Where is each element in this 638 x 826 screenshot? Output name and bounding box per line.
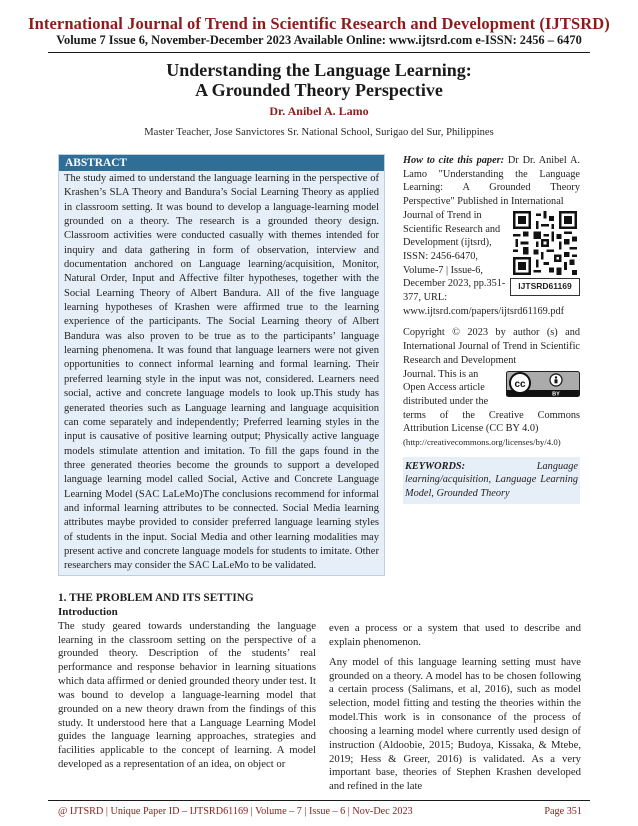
- body-paragraph: The study geared towards understanding the language learning in the classroom setting on the perspective of a grounded theory. Description of the students’ real performance and response behavior in learning situations which data affirmed or denied grounded theory under test. It was bound to develop a language-learning model that grounded on a new theory drawn from the findings of this study. It understood here that a Language Learning Model guides the language learning approaches, strategies and facilities applicable to the concept of learning. A model developed as a representation of an idea, on object or: [58, 619, 316, 771]
- section-heading: 1. THE PROBLEM AND ITS SETTING: [58, 592, 254, 604]
- page-footer: [58, 806, 582, 817]
- journal-volume-line: Volume 7 Issue 6, November-December 2023 Available Online: www.ijtsrd.com e-ISSN: 2456 – 6470: [56, 33, 582, 47]
- body-left-column: [58, 592, 316, 772]
- qr-container: [510, 209, 580, 305]
- copyright-terms: terms of the Creative Commons Attribution License (CC BY 4.0): [403, 409, 580, 435]
- paper-title: [0, 60, 638, 100]
- citation-lead-text: Dr Dr. Anibel A. Lamo "Understanding the Language Learning: A Grounded Theory Perspective" Published in International: [403, 155, 580, 208]
- keywords-box: [403, 457, 580, 504]
- abstract-text: The study aimed to understand the language learning in the perspective of Krashen’s SLA Theory and Bandura’s Social Learning Theory as applied in classroom setting. It was bound to develop a language-learning model grounded on a theory. The research is a grounded theory design. Classroom activities were conducted casually with themes intended for inquiry and data gathering in form of observation, interview and documentation anchored on Language learning/acquisition, Monitor, Natural Order, Input and Affective filter hypotheses, together with the Social Learning Theory of Albert Bandura. All of the five language learning hypotheses of Krashen were affirmed true to the learning experience of the participants. The Social Learning theory of Albert Bandura was also proven to be true as to the participants’ language learning phenomena. It was found that language learners were not given opportunities to connect informal learning and formal learning. Their preferred learning style in the input was not, considered. Learners need social, active and concrete language models to look up.This study has generated theories such as Language learning and language acquisition can come separately and independently; Preferred learning styles in the input is causative of positive learning output; Physically active language models stimulate attention and imitation. To fill the gaps found in the three generated theories become the grounds to support a developed language learning model called Social, Active and Concrete Language Learning Model (SAC LaLeMo)The conclusions recommend for informal and informal learning attributes to be connected. Social Media learning attributes maybe provided to consider preferred language learning styles of students in the input. Social Media and other learning modalities may present active and concrete language models for students to imitate. Other researchers may consider the SAC LaLeMo to be validated.: [64, 173, 379, 572]
- author-name: Dr. Anibel A. Lamo: [269, 104, 369, 118]
- license-url[interactable]: (http://creativecommons.org/licenses/by/4.0): [403, 437, 561, 448]
- body-paragraph: Any model of this language learning setting must have grounded on a theory. A model has to be chosen following a certain process (Salimans, et al, 2016), such as model selection, model fitting and testing the theories within the model.This work is in consonance of the process of choosing a learning model where currently used design of instruction (Aldoobie, 2015; Budoya, Kissaka, & Mtebe, 2019; Hess & Greer, 2016) is validated. As a very important base, theories of Stephen Krashen developed and refined in the late: [329, 655, 581, 793]
- qr-code-icon: [513, 211, 577, 275]
- citation-url[interactable]: www.ijtsrd.com/papers/ijtsrd61169.pdf: [403, 305, 565, 317]
- copyright-lead: Copyright © 2023 by author (s) and International Journal of Trend in Scientific Research and Development: [403, 327, 580, 366]
- citation-with-qr: [403, 209, 580, 305]
- body-right-column: [329, 622, 581, 800]
- body-paragraph: even a process or a system that used to describe and explain phenomenon.: [329, 622, 581, 648]
- paper-title-line-1: Understanding the Language Learning:: [166, 60, 472, 80]
- svg-text:BY: BY: [552, 391, 560, 397]
- page-number: Page 351: [544, 806, 582, 817]
- journal-title: International Journal of Trend in Scientific Research and Development (IJTSRD): [28, 14, 610, 33]
- author-affiliation: Master Teacher, Jose Sanvictores Sr. National School, Surigao del Sur, Philippines: [144, 127, 494, 138]
- keywords-label: KEYWORDS:: [405, 460, 466, 472]
- footer-info: @ IJTSRD | Unique Paper ID – IJTSRD61169 | Volume – 7 | Issue – 6 | Nov-Dec 2023: [58, 806, 413, 817]
- abstract-box: [58, 154, 385, 576]
- citation-journal-text: Journal of Trend in Scientific Research and Development (ijtsrd), ISSN: 2456-6470, Volume-7 | Issue-6, December 2023, pp.351-377, URL:: [403, 209, 506, 304]
- paper-title-line-2: A Grounded Theory Perspective: [195, 80, 443, 100]
- cc-by-badge-icon: [506, 371, 580, 397]
- header-divider: [48, 52, 590, 53]
- copyright-flow-text: Journal. This is an Open Access article distributed under the: [403, 368, 489, 407]
- citation-lead: [403, 154, 580, 209]
- abstract-heading: ABSTRACT: [59, 155, 384, 171]
- keywords-text: Language learning/acquisition, Language Learning Model, Grounded Theory: [405, 460, 578, 500]
- citation-column: [403, 154, 580, 504]
- citation-label: How to cite this paper:: [403, 155, 505, 166]
- footer-divider: [48, 800, 590, 801]
- paper-id-label: IJTSRD61169: [510, 278, 580, 296]
- copyright-with-badge: [403, 368, 580, 409]
- subsection-heading: Introduction: [58, 605, 118, 618]
- svg-text:cc: cc: [514, 378, 526, 390]
